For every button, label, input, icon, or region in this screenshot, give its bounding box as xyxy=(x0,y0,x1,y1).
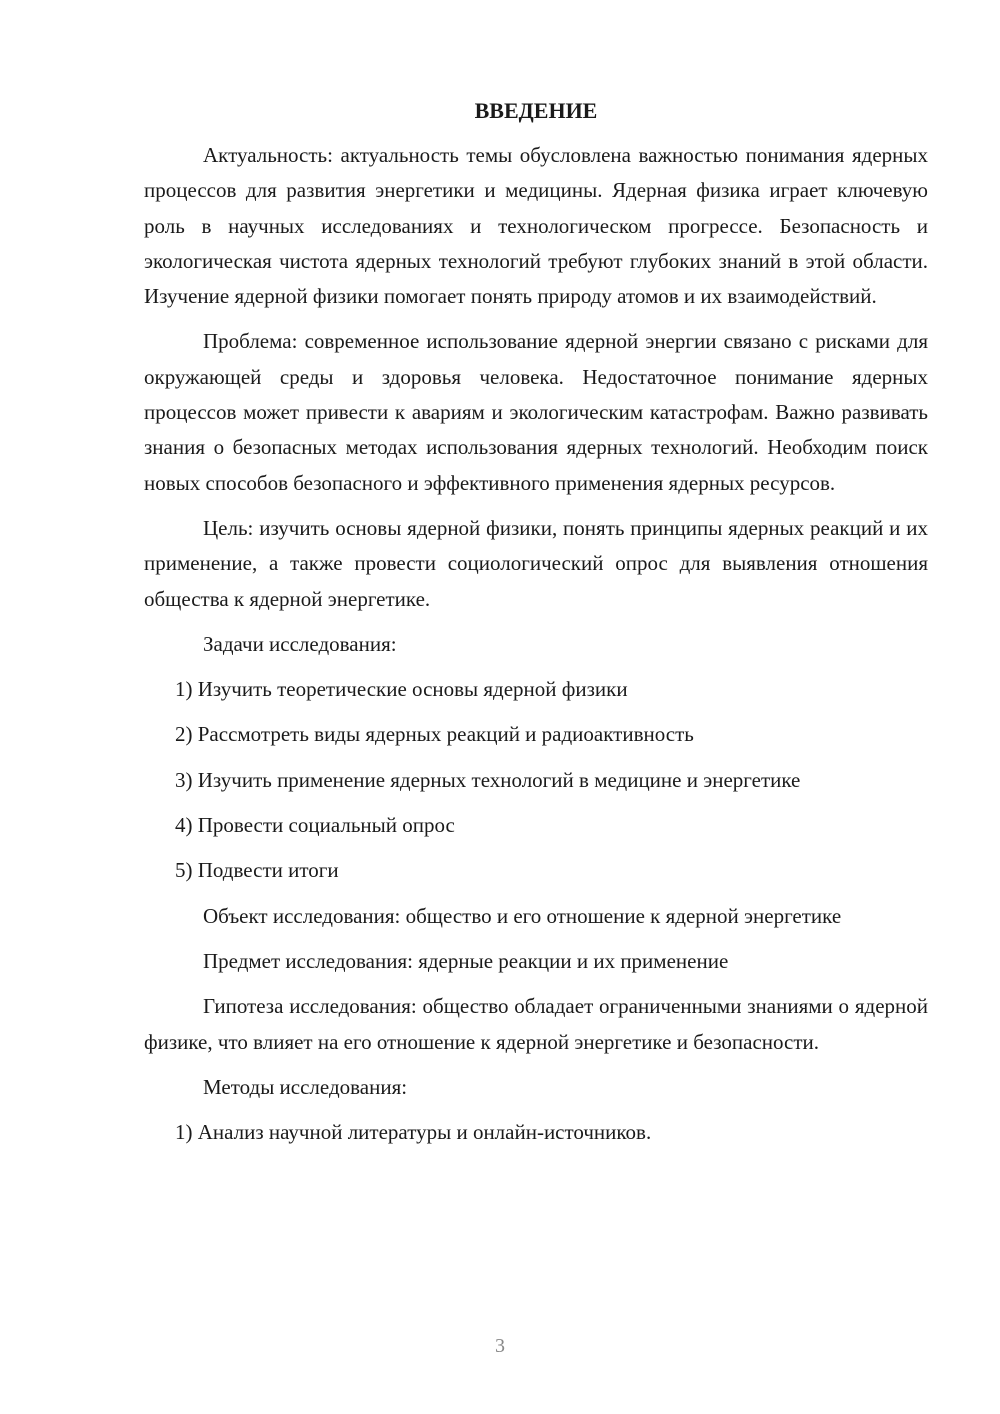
goal-paragraph: Цель: изучить основы ядерной физики, понять принципы ядерных реакций и их применение, а также провести социологический опрос для выявления отношения общества к ядерной энергетике. xyxy=(144,515,928,611)
list-item: 5) Подвести итоги xyxy=(175,858,339,883)
list-item: 3) Изучить применение ядерных технологий в медицине и энергетике xyxy=(175,767,801,792)
list-item: 2) Рассмотреть виды ядерных реакций и радиоактивность xyxy=(175,722,694,747)
subject-paragraph: Предмет исследования: ядерные реакции и их применение xyxy=(203,948,729,973)
tasks-heading: Задачи исследования: xyxy=(203,631,397,656)
object-paragraph: Объект исследования: общество и его отношение к ядерной энергетике xyxy=(203,903,842,928)
relevance-paragraph: Актуальность: актуальность темы обусловлена важностью понимания ядерных процессов для развития энергетики и медицины. Ядерная физика играет ключевую роль в научных исследованиях и технологическом прогрессе. Безопасность и экологическая чистота ядерных технологий требуют глубоких знаний в этой области. Изучение ядерной физики помогает понять природу атомов и их взаимодействий. xyxy=(144,143,928,309)
tasks-list xyxy=(144,672,928,888)
list-item: 4) Провести социальный опрос xyxy=(175,813,455,838)
list-item: 1) Изучить теоретические основы ядерной физики xyxy=(175,677,628,702)
problem-paragraph: Проблема: современное использование ядерной энергии связано с рисками для окружающей среды и здоровья человека. Недостаточное понимание ядерных процессов может привести к авариям и экологическим катастрофам. Важно развивать знания о безопасных методах использования ядерных технологий. Необходим поиск новых способов безопасного и эффективного применения ядерных ресурсов. xyxy=(144,329,928,495)
methods-heading: Методы исследования: xyxy=(203,1074,408,1099)
methods-list xyxy=(144,1115,928,1150)
page-content xyxy=(144,96,928,1150)
page-number: 3 xyxy=(495,1335,505,1357)
page-title: ВВЕДЕНИЕ xyxy=(474,98,598,123)
hypothesis-paragraph: Гипотеза исследования: общество обладает ограниченными знаниями о ядерной физике, что влияет на его отношение к ядерной энергетике и безопасности. xyxy=(144,994,928,1054)
list-item: 1) Анализ научной литературы и онлайн-источников. xyxy=(175,1120,652,1145)
